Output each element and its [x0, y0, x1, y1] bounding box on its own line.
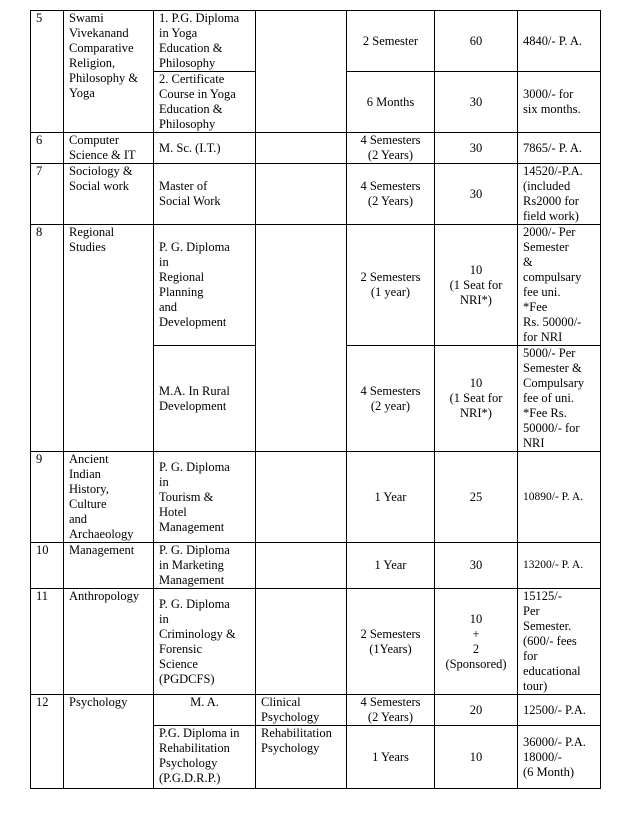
- seats-cell: 10: [435, 726, 518, 789]
- specialization-cell: [256, 11, 347, 133]
- course-name: M. Sc. (I.T.): [154, 133, 256, 164]
- specialization-cell: [256, 452, 347, 543]
- specialization-cell: [256, 133, 347, 164]
- table-row: [31, 225, 601, 346]
- fee-cell: 2000/- Per Semester & compulsary fee uni. *Fee Rs. 50000/- for NRI: [518, 225, 601, 346]
- course-name: 1. P.G. Diploma in Yoga Education & Philosophy: [154, 11, 256, 72]
- duration-cell: 2 Semester: [347, 11, 435, 72]
- course-name: P. G. Diploma in Criminology & Forensic Science (PGDCFS): [154, 589, 256, 695]
- table-row: [31, 589, 601, 695]
- department-name: Management: [64, 543, 154, 589]
- fee-cell: 4840/- P. A.: [518, 11, 601, 72]
- duration-cell: 1 Year: [347, 452, 435, 543]
- serial-number: 7: [31, 164, 64, 225]
- seats-cell: 30: [435, 164, 518, 225]
- department-name: Ancient Indian History, Culture and Archaeology: [64, 452, 154, 543]
- specialization-cell: [256, 164, 347, 225]
- table-row: [31, 133, 601, 164]
- seats-cell: 30: [435, 543, 518, 589]
- department-name: Sociology & Social work: [64, 164, 154, 225]
- fee-cell: 13200/- P. A.: [518, 543, 601, 589]
- course-name: Master of Social Work: [154, 164, 256, 225]
- specialization-cell: Rehabilitation Psychology: [256, 726, 347, 789]
- fee-cell: 12500/- P.A.: [518, 695, 601, 726]
- serial-number: 11: [31, 589, 64, 695]
- duration-cell: 4 Semesters (2 Years): [347, 133, 435, 164]
- duration-cell: 1 Year: [347, 543, 435, 589]
- specialization-cell: [256, 225, 347, 452]
- serial-number: 8: [31, 225, 64, 452]
- department-name: Psychology: [64, 695, 154, 789]
- course-name: P. G. Diploma in Tourism & Hotel Management: [154, 452, 256, 543]
- duration-cell: 4 Semesters (2 Years): [347, 695, 435, 726]
- duration-cell: 6 Months: [347, 72, 435, 133]
- duration-cell: 4 Semesters (2 year): [347, 346, 435, 452]
- fee-cell: 10890/- P. A.: [518, 452, 601, 543]
- course-name: 2. Certificate Course in Yoga Education & Philosophy: [154, 72, 256, 133]
- serial-number: 6: [31, 133, 64, 164]
- duration-cell: 1 Years: [347, 726, 435, 789]
- duration-cell: 4 Semesters (2 Years): [347, 164, 435, 225]
- serial-number: 12: [31, 695, 64, 789]
- department-name: Regional Studies: [64, 225, 154, 452]
- serial-number: 9: [31, 452, 64, 543]
- serial-number: 10: [31, 543, 64, 589]
- courses-table: [30, 10, 601, 789]
- fee-cell: 14520/-P.A. (included Rs2000 for field work): [518, 164, 601, 225]
- course-name: P.G. Diploma in Rehabilitation Psychology (P.G.D.R.P.): [154, 726, 256, 789]
- seats-cell: 10 + 2 (Sponsored): [435, 589, 518, 695]
- course-name: M. A.: [154, 695, 256, 726]
- fee-cell: 36000/- P.A. 18000/- (6 Month): [518, 726, 601, 789]
- specialization-cell: [256, 543, 347, 589]
- table-row: [31, 452, 601, 543]
- table-row: [31, 164, 601, 225]
- department-name: Computer Science & IT: [64, 133, 154, 164]
- seats-cell: 60: [435, 11, 518, 72]
- seats-cell: 25: [435, 452, 518, 543]
- seats-cell: 30: [435, 133, 518, 164]
- seats-cell: 20: [435, 695, 518, 726]
- seats-cell: 10 (1 Seat for NRI*): [435, 225, 518, 346]
- specialization-cell: [256, 589, 347, 695]
- specialization-cell: Clinical Psychology: [256, 695, 347, 726]
- table-row: [31, 695, 601, 726]
- seats-cell: 10 (1 Seat for NRI*): [435, 346, 518, 452]
- department-name: Swami Vivekanand Comparative Religion, Philosophy & Yoga: [64, 11, 154, 133]
- course-name: P. G. Diploma in Marketing Management: [154, 543, 256, 589]
- course-name: M.A. In Rural Development: [154, 346, 256, 452]
- serial-number: 5: [31, 11, 64, 133]
- duration-cell: 2 Semesters (1 year): [347, 225, 435, 346]
- department-name: Anthropology: [64, 589, 154, 695]
- fee-cell: 7865/- P. A.: [518, 133, 601, 164]
- duration-cell: 2 Semesters (1Years): [347, 589, 435, 695]
- table-row: [31, 11, 601, 72]
- fee-cell: 15125/- Per Semester. (600/- fees for educational tour): [518, 589, 601, 695]
- fee-cell: 5000/- Per Semester & Compulsary fee of uni. *Fee Rs. 50000/- for NRI: [518, 346, 601, 452]
- seats-cell: 30: [435, 72, 518, 133]
- course-name: P. G. Diploma in Regional Planning and Development: [154, 225, 256, 346]
- table-row: [31, 543, 601, 589]
- fee-cell: 3000/- for six months.: [518, 72, 601, 133]
